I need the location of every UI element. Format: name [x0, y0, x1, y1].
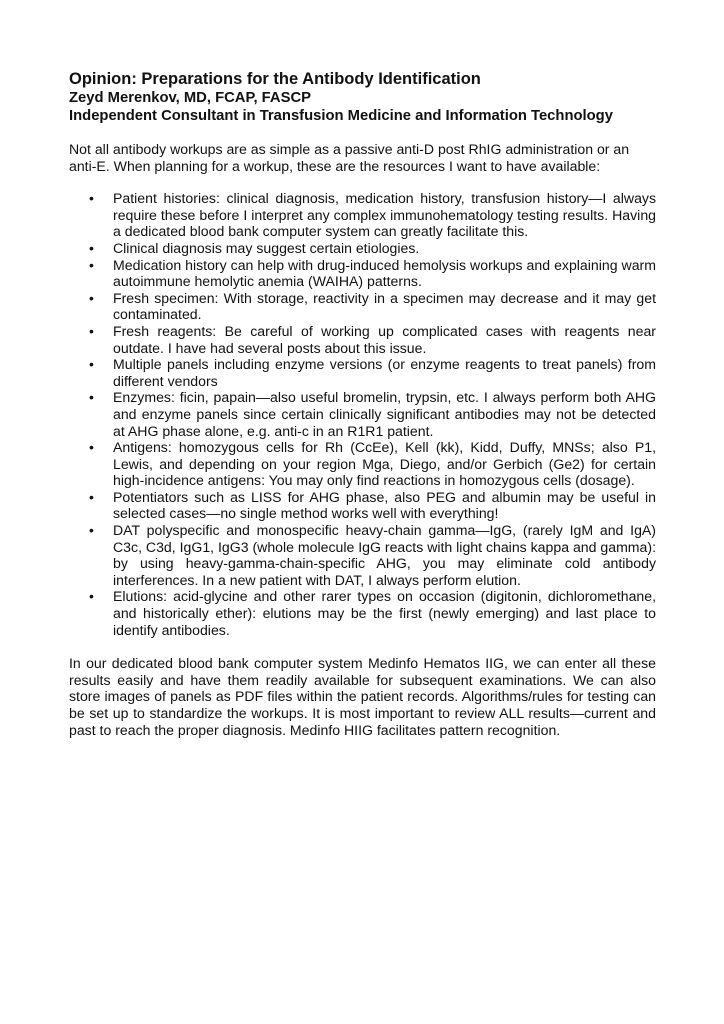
document-page [69, 70, 656, 738]
document-author: Zeyd Merenkov, MD, FCAP, FASCP [69, 90, 312, 106]
list-item-text: Elutions: acid-glycine and other rarer types on occasion (digitonin, dichloromethane, and historically ether): elutions may be the first (newly emerging) and last place to identify antibodies. [113, 588, 656, 638]
list-item [69, 522, 656, 588]
list-item [69, 389, 656, 439]
list-item [69, 290, 656, 323]
list-item-text: Fresh specimen: With storage, reactivity in a specimen may decrease and it may get contaminated. [113, 289, 656, 323]
list-item-text: Clinical diagnosis may suggest certain etiologies. [113, 239, 420, 256]
bullet-icon: • [89, 239, 94, 256]
bullet-icon: • [89, 356, 94, 373]
list-item [69, 323, 656, 356]
list-item-text: Patient histories: clinical diagnosis, medication history, transfusion history—I always require these before I interpret any complex immunohematology testing results. Having a dedicated blood bank computer system can greatly facilitate this. [113, 190, 656, 240]
list-item-text: Fresh reagents: Be careful of working up complicated cases with reagents near outdate. I have had several posts about this issue. [113, 322, 656, 356]
bullet-icon: • [89, 488, 94, 505]
list-item-text: Medication history can help with drug-induced hemolysis workups and explaining warm autoimmune hemolytic anemia (WAIHA) patterns. [113, 256, 656, 290]
bullet-icon: • [89, 588, 94, 605]
document-title: Opinion: Preparations for the Antibody Identification [69, 70, 481, 88]
bullet-icon: • [89, 322, 94, 339]
bullet-icon: • [89, 256, 94, 273]
closing-paragraph: In our dedicated blood bank computer system Medinfo Hematos IIG, we can enter all these results easily and have them readily available for subsequent examinations. We can also store images of panels as PDF files within the patient records. Algorithms/rules for testing can be set up to standardize the workups. It is most important to review ALL results—current and past to reach the proper diagnosis. Medinfo HIIG facilitates pattern recognition. [69, 655, 656, 738]
list-item [69, 190, 656, 240]
bullet-icon: • [89, 522, 94, 539]
intro-paragraph: Not all antibody workups are as simple as a passive anti-D post RhIG administration or an anti-E. When planning for a workup, these are the resources I want to have available: [69, 141, 630, 174]
bullet-icon: • [89, 289, 94, 306]
list-item [69, 240, 656, 257]
list-item [69, 489, 656, 522]
list-item-text: Enzymes: ficin, papain—also useful bromelin, trypsin, etc. I always perform both AHG and enzyme panels since certain clinically significant antibodies may not be detected at AHG phase alone, e.g. anti-c in an R1R1 patient. [113, 389, 656, 439]
list-item [69, 257, 656, 290]
bullet-icon: • [89, 389, 94, 406]
bullet-icon: • [89, 439, 94, 456]
list-item-text: DAT polyspecific and monospecific heavy-chain gamma—IgG, (rarely IgM and IgA) C3c, C3d, IgG1, IgG3 (whole molecule IgG reacts with light chains kappa and gamma): by using heavy-gamma-chain-specific AHG, you may eliminate cold antibody interferences. In a new patient with DAT, I always perform elution. [113, 522, 656, 588]
list-item-text: Antigens: homozygous cells for Rh (CcEe), Kell (kk), Kidd, Duffy, MNSs; also P1, Lewis, and depending on your region Mga, Diego, and/or Gerbich (Ge2) for certain high-incidence antigens: You may only find reactions in homozygous cells (dosage). [113, 439, 656, 489]
list-item-text: Multiple panels including enzyme versions (or enzyme reagents to treat panels) from different vendors [113, 356, 656, 389]
list-item [69, 439, 656, 489]
document-affiliation: Independent Consultant in Transfusion Medicine and Information Technology [69, 108, 613, 124]
list-item [69, 356, 656, 389]
list-item-text: Potentiators such as LISS for AHG phase, also PEG and albumin may be useful in selected cases—no single method works well with everything! [113, 488, 656, 522]
bullet-icon: • [89, 190, 94, 207]
resource-list [69, 190, 656, 638]
list-item [69, 588, 656, 638]
